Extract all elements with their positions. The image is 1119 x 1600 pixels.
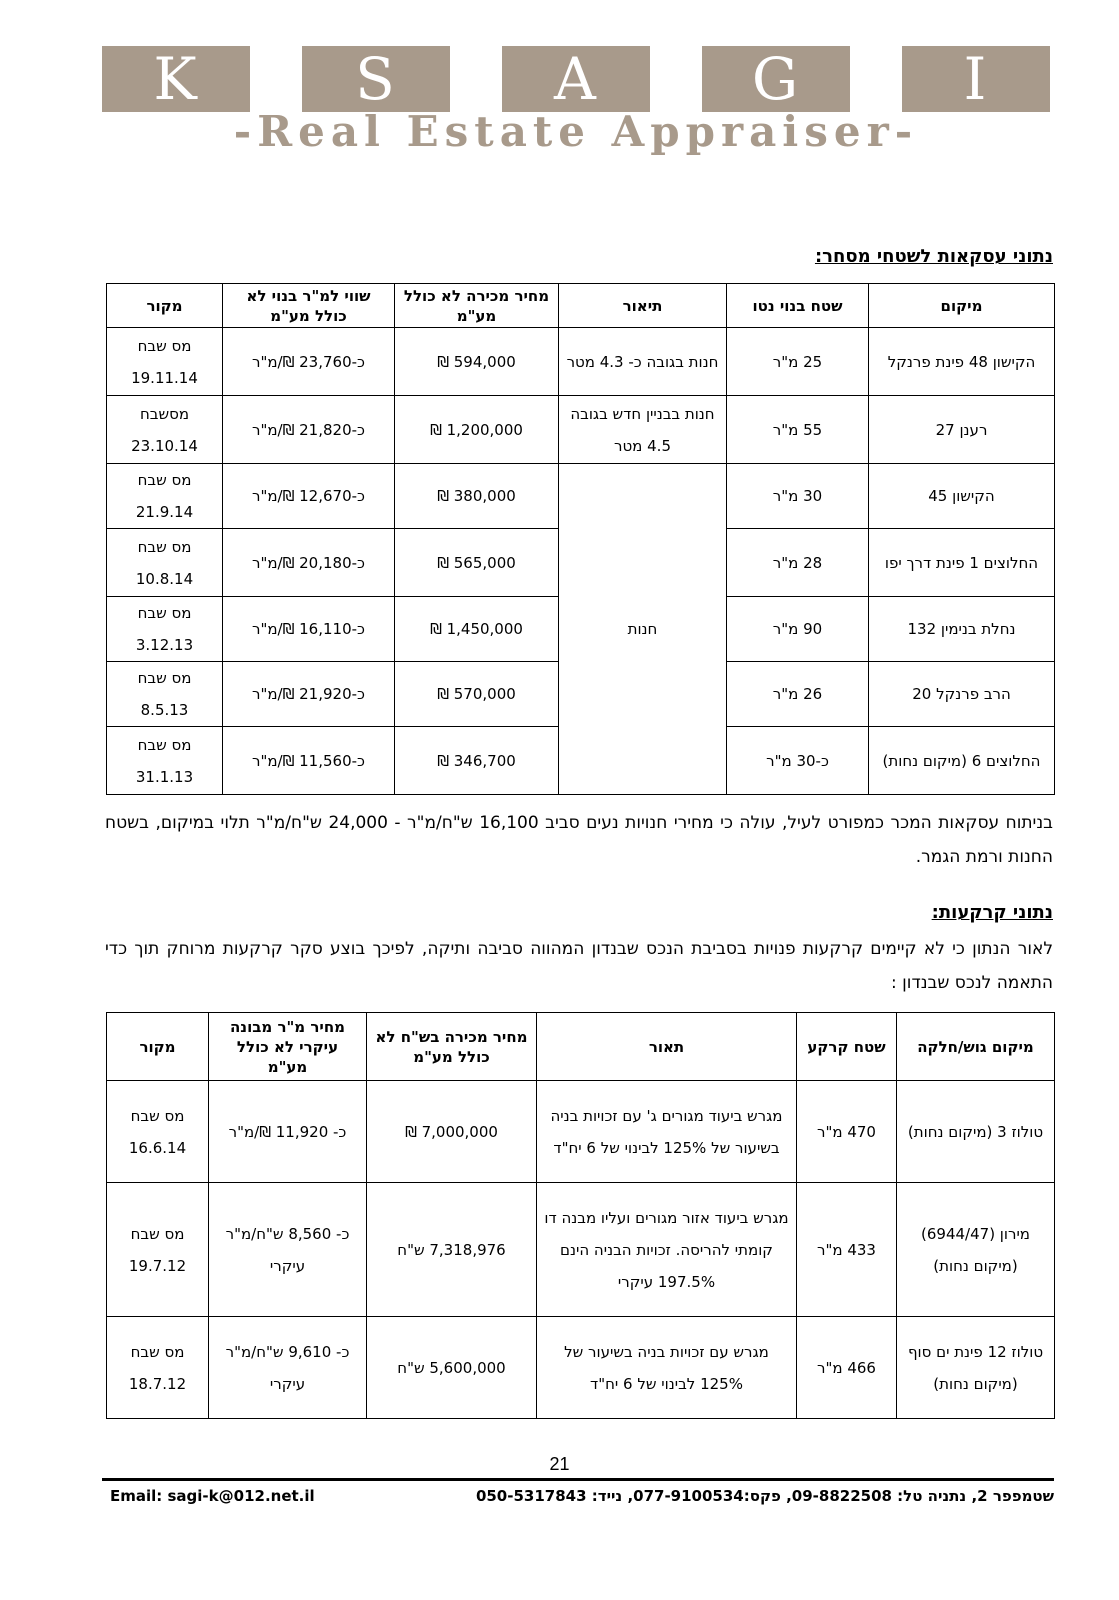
table-row: [107, 1081, 1055, 1183]
header-price: מחיר מכירה לא כולל מע"מ: [395, 284, 559, 328]
header-source: מקור: [107, 1013, 209, 1081]
cell-per-sqm: כ-16,110 ₪/מ"ר: [223, 597, 395, 662]
cell-location: מירון (6944/47) (מיקום נחות): [897, 1183, 1055, 1317]
table-header-row: [107, 1013, 1055, 1081]
cell-description: מגרש ביעוד אזור מגורים ועליו מבנה דו קומתי להריסה. זכויות הבניה הינם 197.5% עיקרי: [537, 1183, 797, 1317]
footer: [110, 1487, 1054, 1511]
cell-per-sqm: כ-11,560 ₪/מ"ר: [223, 727, 395, 795]
table-row: [107, 1183, 1055, 1317]
cell-per-sqm: כ-12,670 ₪/מ"ר: [223, 464, 395, 529]
header-description: תיאור: [559, 284, 727, 328]
cell-source: מס שבח 21.9.14: [107, 464, 223, 529]
header-area: שטח קרקע: [797, 1013, 897, 1081]
cell-source: מס שבח 3.12.13: [107, 597, 223, 662]
header-per-sqm: שווי למ"ר בנוי לא כולל מע"מ: [223, 284, 395, 328]
land-title: נתוני קרקעות:: [931, 902, 1053, 923]
cell-source: מסשבח 23.10.14: [107, 396, 223, 464]
cell-location: רענן 27: [869, 396, 1055, 464]
cell-area: כ-30 מ"ר: [727, 727, 869, 795]
header-source: מקור: [107, 284, 223, 328]
cell-description: מגרש עם זכויות בניה בשיעור של 125% לבינוי של 6 יח"ד: [537, 1317, 797, 1419]
cell-source: מס שבח 10.8.14: [107, 529, 223, 597]
logo: [102, 46, 1050, 112]
cell-price: 7,000,000 ₪: [367, 1081, 537, 1183]
cell-area: 433 מ"ר: [797, 1183, 897, 1317]
footer-divider: [102, 1478, 1054, 1481]
cell-per-sqm: כ-20,180 ₪/מ"ר: [223, 529, 395, 597]
header-per-sqm: מחיר מ"ר מבונה עיקרי לא כולל מע"מ: [209, 1013, 367, 1081]
cell-location: הקישון 45: [869, 464, 1055, 529]
logo-letter: S: [302, 46, 450, 112]
cell-location: החלוצים 1 פינת דרך יפו: [869, 529, 1055, 597]
cell-location: החלוצים 6 (מיקום נחות): [869, 727, 1055, 795]
cell-area: 466 מ"ר: [797, 1317, 897, 1419]
table-row: [107, 1317, 1055, 1419]
header-location: מיקום גוש/חלקה: [897, 1013, 1055, 1081]
logo-letter: K: [102, 46, 250, 112]
table-row: [107, 328, 1055, 396]
table-row: [107, 464, 1055, 529]
cell-price: 7,318,976 ש"ח: [367, 1183, 537, 1317]
cell-source: מס שבח 19.11.14: [107, 328, 223, 396]
header-location: מיקום: [869, 284, 1055, 328]
cell-area: 28 מ"ר: [727, 529, 869, 597]
cell-description: חנות בגובה כ- 4.3 מטר: [559, 328, 727, 396]
header-area: שטח בנוי נטו: [727, 284, 869, 328]
cell-source: מס שבח 18.7.12: [107, 1317, 209, 1419]
cell-price: 1,450,000 ₪: [395, 597, 559, 662]
cell-location: הקישון 48 פינת פרנקל: [869, 328, 1055, 396]
logo-letter: I: [902, 46, 1050, 112]
cell-area: 90 מ"ר: [727, 597, 869, 662]
cell-location: טולוז 3 (מיקום נחות): [897, 1081, 1055, 1183]
cell-area: 26 מ"ר: [727, 662, 869, 727]
cell-price: 570,000 ₪: [395, 662, 559, 727]
cell-description: מגרש ביעוד מגורים ג' עם זכויות בניה בשיעור של 125% לבינוי של 6 יח"ד: [537, 1081, 797, 1183]
header-description: תאור: [537, 1013, 797, 1081]
cell-area: 30 מ"ר: [727, 464, 869, 529]
page-number: 21: [549, 1454, 570, 1474]
table-row: [107, 396, 1055, 464]
land-intro-paragraph: לאור הנתון כי לא קיימים קרקעות פנויות בסביבת הנכס שבנדון המהווה סביבה ותיקה, לפיכך בוצע סקר קרקעות מרוחק תוך כדי התאמה לנכס שבנדון :: [105, 939, 1053, 993]
land-table: [106, 1012, 1055, 1419]
cell-location: טולוז 12 פינת ים סוף (מיקום נחות): [897, 1317, 1055, 1419]
cell-per-sqm: כ-21,820 ₪/מ"ר: [223, 396, 395, 464]
cell-price: 565,000 ₪: [395, 529, 559, 597]
header-price: מחיר מכירה בש"ח לא כולל מע"מ: [367, 1013, 537, 1081]
logo-tagline: -Real Estate Appraiser-: [233, 107, 919, 156]
cell-area: 25 מ"ר: [727, 328, 869, 396]
cell-per-sqm: כ- 8,560 ש"ח/מ"ר עיקרי: [209, 1183, 367, 1317]
cell-source: מס שבח 31.1.13: [107, 727, 223, 795]
cell-source: מס שבח 19.7.12: [107, 1183, 209, 1317]
cell-source: מס שבח 16.6.14: [107, 1081, 209, 1183]
cell-per-sqm: כ- 11,920 ₪/מ"ר: [209, 1081, 367, 1183]
cell-description-shared: חנות: [559, 464, 727, 795]
table-header-row: [107, 284, 1055, 328]
commercial-table: [106, 283, 1055, 795]
cell-location: נחלת בנימין 132: [869, 597, 1055, 662]
logo-letter: A: [502, 46, 650, 112]
footer-contact: שטמפפר 2, נתניה טל: 09-8822508, פקס:077-9100534, נייד: 050-5317843: [475, 1487, 1054, 1505]
cell-price: 5,600,000 ש"ח: [367, 1317, 537, 1419]
cell-price: 594,000 ₪: [395, 328, 559, 396]
cell-area: 470 מ"ר: [797, 1081, 897, 1183]
cell-source: מס שבח 8.5.13: [107, 662, 223, 727]
cell-per-sqm: כ-21,920 ₪/מ"ר: [223, 662, 395, 727]
cell-per-sqm: כ- 9,610 ש"ח/מ"ר עיקרי: [209, 1317, 367, 1419]
analysis-paragraph: בניתוח עסקאות המכר כמפורט לעיל, עולה כי מחירי חנויות נעים סביב 16,100 ש"ח/מ"ר - 24,000 ש"ח/מ"ר תלוי במיקום, בשטח החנות ורמת הגמר.: [105, 813, 1053, 867]
cell-area: 55 מ"ר: [727, 396, 869, 464]
logo-letter: G: [702, 46, 850, 112]
cell-price: 380,000 ₪: [395, 464, 559, 529]
cell-price: 346,700 ₪: [395, 727, 559, 795]
cell-location: הרב פרנקל 20: [869, 662, 1055, 727]
cell-per-sqm: כ-23,760 ₪/מ"ר: [223, 328, 395, 396]
cell-price: 1,200,000 ₪: [395, 396, 559, 464]
commercial-title: נתוני עסקאות לשטחי מסחר:: [814, 246, 1053, 267]
cell-description: חנות בבניין חדש בגובה 4.5 מטר: [559, 396, 727, 464]
footer-email: Email: sagi-k@012.net.il: [110, 1487, 315, 1505]
